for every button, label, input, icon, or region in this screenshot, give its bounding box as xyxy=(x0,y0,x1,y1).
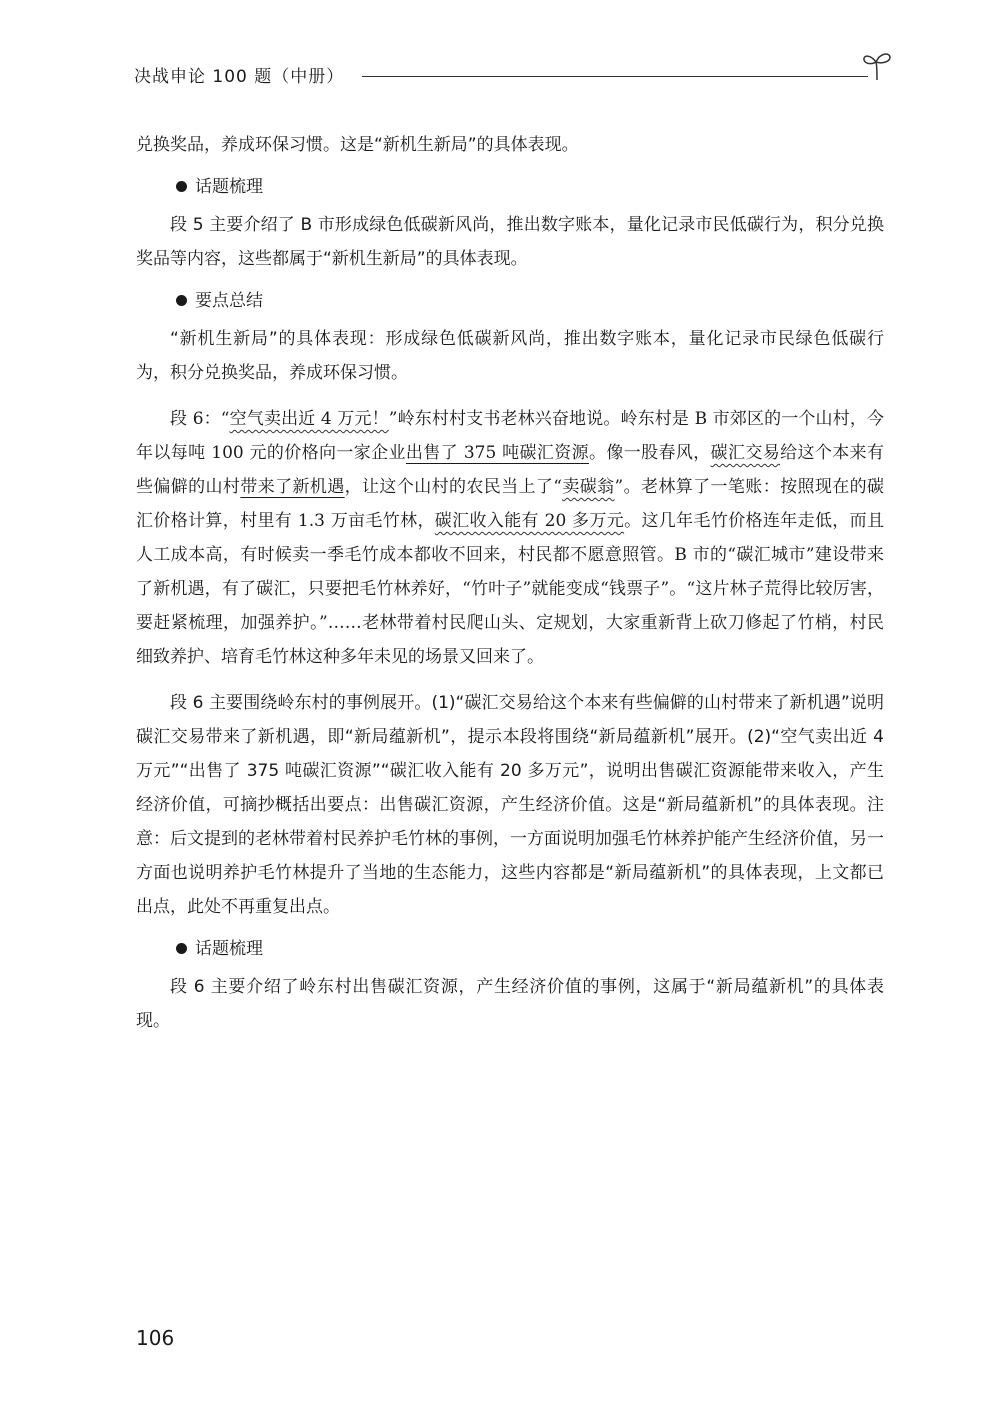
text-run: ”。老林算了一笔账：按照现在的碳汇价格计算，村里有 1.3 万亩毛竹林， xyxy=(136,477,885,531)
text-run: 。这几年毛竹价格连年走低，而且人工成本高，有时候卖一季毛竹成本都收不回来，村民都不愿意照管。B 市的“碳汇城市”建设带来了新机遇，有了碳汇，只要把毛竹林养好，“竹叶子”就能变成“钱票子”。“这片林子荒得比较厉害，要赶紧梳理，加强养护。”……老林带着村民爬山头、定规划，大家重新背上砍刀修起了竹梢，村民细致养护、培育毛竹林这种多年未见的场景又回来了。 xyxy=(136,511,884,667)
book-title: 决战申论 100 题（中册） xyxy=(134,67,345,87)
bullet-icon xyxy=(176,295,187,306)
text-run: 段 6：“ xyxy=(170,409,230,429)
page-body xyxy=(136,128,884,1038)
page-number: 106 xyxy=(136,1326,175,1350)
underlined-text: 出售了 375 吨碳汇资源 xyxy=(405,443,589,463)
paragraph-continued: 兑换奖品，养成环保习惯。这是“新机生新局”的具体表现。 xyxy=(136,135,579,155)
running-header xyxy=(134,60,894,94)
heading-label: 话题梳理 xyxy=(195,177,263,197)
text-run: ”岭东村村支书老林兴奋地说。岭东村是 B 市郊区的一个山村，今年以每吨 100 元的价格向一家企业 xyxy=(136,409,884,463)
section-heading-topic xyxy=(176,170,884,204)
underlined-text: 带来了新机遇 xyxy=(240,477,345,497)
bullet-icon xyxy=(176,943,187,954)
text-run: 给这个本来有些偏僻的山村 xyxy=(136,443,884,497)
section-heading-summary xyxy=(176,284,884,318)
topic-paragraph: 段 6 主要介绍了岭东村出售碳汇资源，产生经济价值的事例，这属于“新局蕴新机”的具体表现。 xyxy=(136,977,884,1031)
wavy-underline-text: 碳汇收入能有 20 多万元 xyxy=(434,511,625,531)
bullet-icon xyxy=(176,181,187,192)
heading-label: 话题梳理 xyxy=(195,939,263,959)
wavy-underline-text: 空气卖出近 4 万元！ xyxy=(229,409,389,429)
header-rule xyxy=(362,76,868,77)
wavy-underline-text: 卖碳翁 xyxy=(561,477,615,497)
heading-label: 要点总结 xyxy=(195,291,263,311)
section-heading-topic xyxy=(176,932,884,966)
source-paragraph-6 xyxy=(136,402,884,674)
wavy-underline-text: 碳汇交易 xyxy=(710,443,781,463)
analysis-paragraph: 段 6 主要围绕岭东村的事例展开。(1)“碳汇交易给这个本来有些偏僻的山村带来了新机遇”说明碳汇交易带来了新机遇，即“新局蕴新机”，提示本段将围绕“新局蕴新机”展开。(2)“空气卖出近 4 万元”“出售了 375 吨碳汇资源”“碳汇收入能有 20 多万元”，说明出售碳汇资源能带来收入，产生经济价值，可摘抄概括出要点：出售碳汇资源，产生经济价值。这是“新局蕴新机”的具体表现。注意：后文提到的老林带着村民养护毛竹林的事例，一方面说明加强毛竹林养护能产生经济价值，另一方面也说明养护毛竹林提升了当地的生态能力，这些内容都是“新局蕴新机”的具体表现，上文都已出点，此处不再重复出点。 xyxy=(136,693,884,917)
text-run: 。像一股春风， xyxy=(588,443,711,463)
summary-paragraph: “新机生新局”的具体表现：形成绿色低碳新风尚，推出数字账本，量化记录市民绿色低碳行为，积分兑换奖品，养成环保习惯。 xyxy=(136,329,884,383)
text-run: ，让这个山村的农民当上了“ xyxy=(344,477,562,497)
topic-paragraph: 段 5 主要介绍了 B 市形成绿色低碳新风尚，推出数字账本，量化记录市民低碳行为，积分兑换奖品等内容，这些都属于“新机生新局”的具体表现。 xyxy=(136,215,884,269)
sprout-icon xyxy=(860,48,894,82)
